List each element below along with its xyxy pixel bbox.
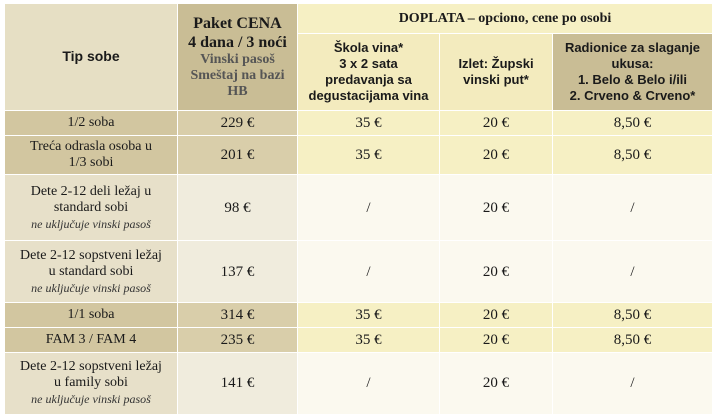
row-label-line: Dete 2-12 sopstveni ležaj [20, 247, 162, 263]
row-label [5, 241, 178, 303]
row-label-line: 1/2 soba [67, 114, 115, 130]
paket-price: 137 € [178, 241, 298, 303]
izlet-price: 20 € [440, 328, 553, 353]
izlet-price: 20 € [440, 111, 553, 136]
paket-price: 201 € [178, 135, 298, 174]
doplata-title [399, 11, 612, 26]
radionice-price: 8,50 € [553, 135, 713, 174]
paket-price: 314 € [178, 303, 298, 328]
skola-price: / [298, 241, 440, 303]
radionice-price: 8,50 € [553, 111, 713, 136]
table-row [5, 352, 713, 414]
izlet-price: 20 € [440, 241, 553, 303]
header-tip-sobe [5, 4, 178, 111]
paket-price: 98 € [178, 175, 298, 241]
paket-sub-line1: Vinski pasoš [200, 52, 275, 67]
row-label [5, 352, 178, 414]
radionice-price: / [553, 175, 713, 241]
doplata-title-bold: DOPLATA [398, 10, 465, 26]
izlet-price: 20 € [440, 352, 553, 414]
skola-title: Škola vina* [333, 40, 404, 55]
skola-price: 35 € [298, 303, 440, 328]
skola-price: / [298, 175, 440, 241]
paket-sub-line3: HB [227, 84, 248, 99]
row-label [5, 135, 178, 174]
paket-title-line1: Paket CENA [193, 15, 282, 32]
row-label-line: Treća odrasla osoba u [30, 138, 152, 154]
table-row [5, 175, 713, 241]
header-paket [178, 4, 298, 111]
skola-price: 35 € [298, 328, 440, 353]
price-table [4, 3, 713, 415]
row-label [5, 303, 178, 328]
table-row [5, 303, 713, 328]
paket-title-line2: 4 dana / 3 noći [188, 34, 287, 51]
row-label [5, 111, 178, 136]
izlet-price: 20 € [440, 135, 553, 174]
row-label-line: standard sobi [53, 199, 129, 215]
radionice-price: 8,50 € [553, 303, 713, 328]
izlet-price: 20 € [440, 175, 553, 241]
header-radionice [553, 34, 713, 111]
header-izlet [440, 34, 553, 111]
izlet-price: 20 € [440, 303, 553, 328]
skola-price: 35 € [298, 111, 440, 136]
skola-line4: degustacijama vina [308, 88, 429, 103]
skola-price: 35 € [298, 135, 440, 174]
radionice-price: / [553, 352, 713, 414]
radionice-line3: 1. Belo & Belo i/ili [577, 72, 688, 87]
row-label-line: Dete 2-12 deli ležaj u [30, 183, 152, 199]
row-label-line: u standard sobi [48, 263, 134, 279]
paket-price: 229 € [178, 111, 298, 136]
table-row [5, 328, 713, 353]
row-label [5, 175, 178, 241]
row-note: ne uključuje vinski pasoš [31, 392, 151, 407]
paket-price: 235 € [178, 328, 298, 353]
radionice-line4: 2. Crveno & Crveno* [569, 88, 696, 103]
skola-line2: 3 x 2 sata [339, 56, 398, 71]
radionice-line2: ukusa: [611, 56, 654, 71]
skola-price: / [298, 352, 440, 414]
table-row [5, 135, 713, 174]
doplata-title-rest: – opciono, cene po osobi [464, 10, 612, 26]
row-label-line: Dete 2-12 sopstveni ležaj [20, 359, 162, 375]
row-label-line: FAM 3 / FAM 4 [45, 332, 137, 348]
row-note: ne uključuje vinski pasoš [31, 280, 151, 295]
tip-sobe-title: Tip sobe [62, 48, 120, 64]
header-skola-vina [298, 34, 440, 111]
header-doplata [298, 4, 713, 34]
row-label-line: 1/1 soba [67, 307, 115, 323]
paket-price: 141 € [178, 352, 298, 414]
row-label [5, 328, 178, 353]
table-row [5, 241, 713, 303]
radionice-price: / [553, 241, 713, 303]
row-note: ne uključuje vinski pasoš [31, 216, 151, 231]
table-row [5, 111, 713, 136]
row-label-line: 1/3 sobi [68, 154, 114, 170]
skola-line3: predavanja sa [325, 72, 412, 87]
izlet-line2: vinski put* [463, 72, 529, 87]
izlet-line1: Izlet: Župski [458, 56, 534, 71]
radionice-price: 8,50 € [553, 328, 713, 353]
paket-sub-line2: Smeštaj na bazi [190, 68, 285, 83]
radionice-line1: Radionice za slaganje [564, 40, 701, 55]
row-label-line: u family sobi [54, 375, 128, 391]
